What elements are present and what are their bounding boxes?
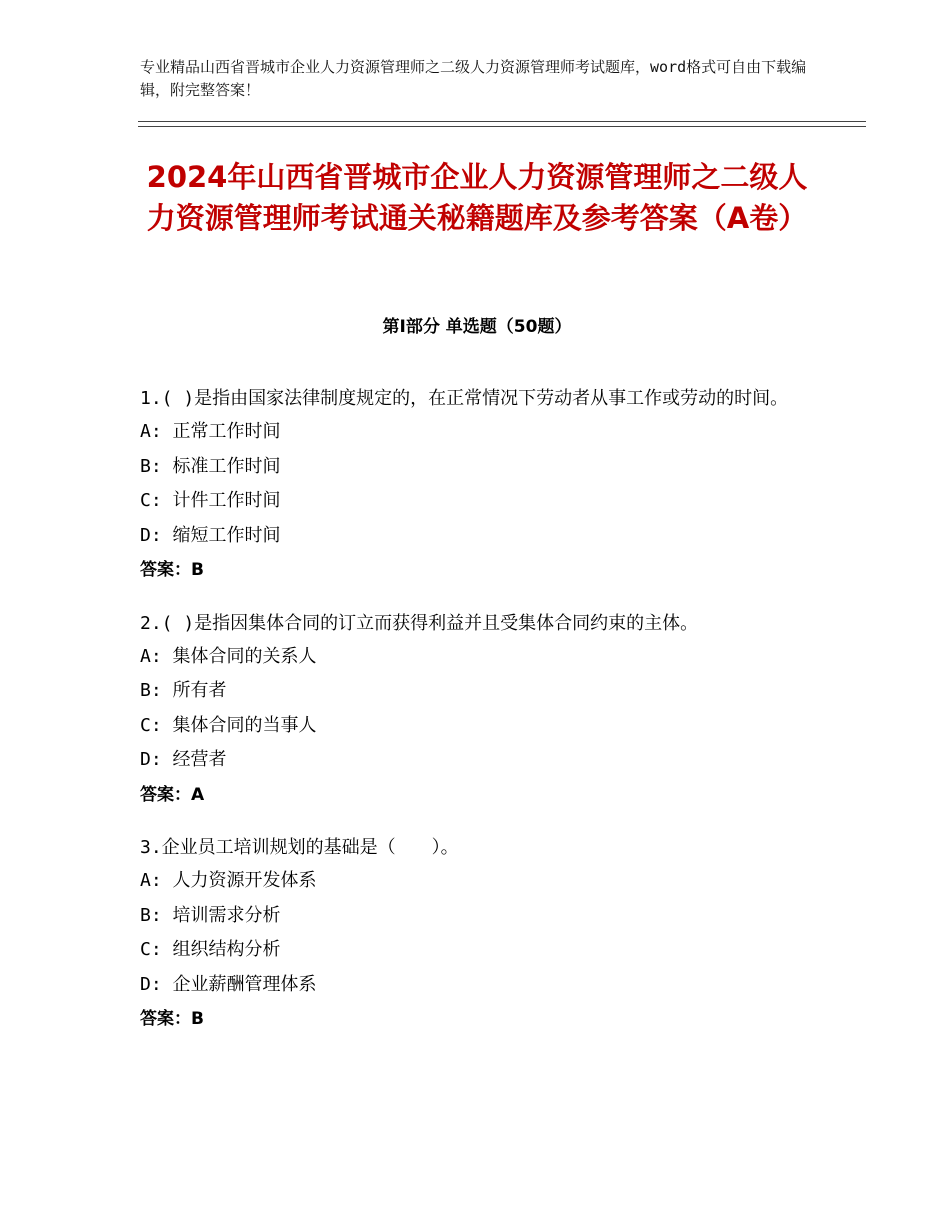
option-d: D: 企业薪酬管理体系: [140, 973, 317, 995]
option-c: C: 集体合同的当事人: [140, 714, 317, 736]
option-b: B: 培训需求分析: [140, 904, 281, 926]
section-heading: 第Ⅰ部分 单选题（50题）: [382, 317, 572, 337]
answer: 答案：B: [140, 560, 204, 580]
option-c: C: 计件工作时间: [140, 490, 281, 511]
question-stem: 1.( )是指由国家法律制度规定的，在正常情况下劳动者从事工作或劳动的时间。: [140, 388, 789, 409]
header-rule: [138, 121, 866, 122]
answer: 答案：A: [140, 784, 205, 805]
option-b: B: 标准工作时间: [140, 455, 281, 477]
option-d: D: 缩短工作时间: [140, 524, 281, 546]
question-stem: 3.企业员工培训规划的基础是（ ）。: [140, 837, 459, 858]
option-d: D: 经营者: [140, 749, 227, 770]
document-title: 2024年山西省晋城市企业人力资源管理师之二级人力资源管理师考试通关秘籍题库及参考答案（A卷）: [146, 160, 808, 235]
question-3: [140, 831, 810, 1037]
header-note: 专业精品山西省晋城市企业人力资源管理师之二级人力资源管理师考试题库，word格式可自由下载编辑，附完整答案！: [140, 58, 807, 99]
option-a: A: 人力资源开发体系: [140, 870, 317, 891]
option-b: B: 所有者: [140, 680, 227, 701]
question-list: [140, 382, 810, 1056]
option-a: A: 正常工作时间: [140, 421, 281, 442]
option-c: C: 组织结构分析: [140, 939, 281, 960]
answer: 答案：B: [140, 1009, 204, 1029]
question-2: [140, 607, 810, 813]
header-rule-thin: [138, 126, 866, 127]
question-stem: 2.( )是指因集体合同的订立而获得利益并且受集体合同约束的主体。: [140, 612, 699, 634]
option-a: A: 集体合同的关系人: [140, 645, 317, 667]
question-1: [140, 382, 810, 588]
